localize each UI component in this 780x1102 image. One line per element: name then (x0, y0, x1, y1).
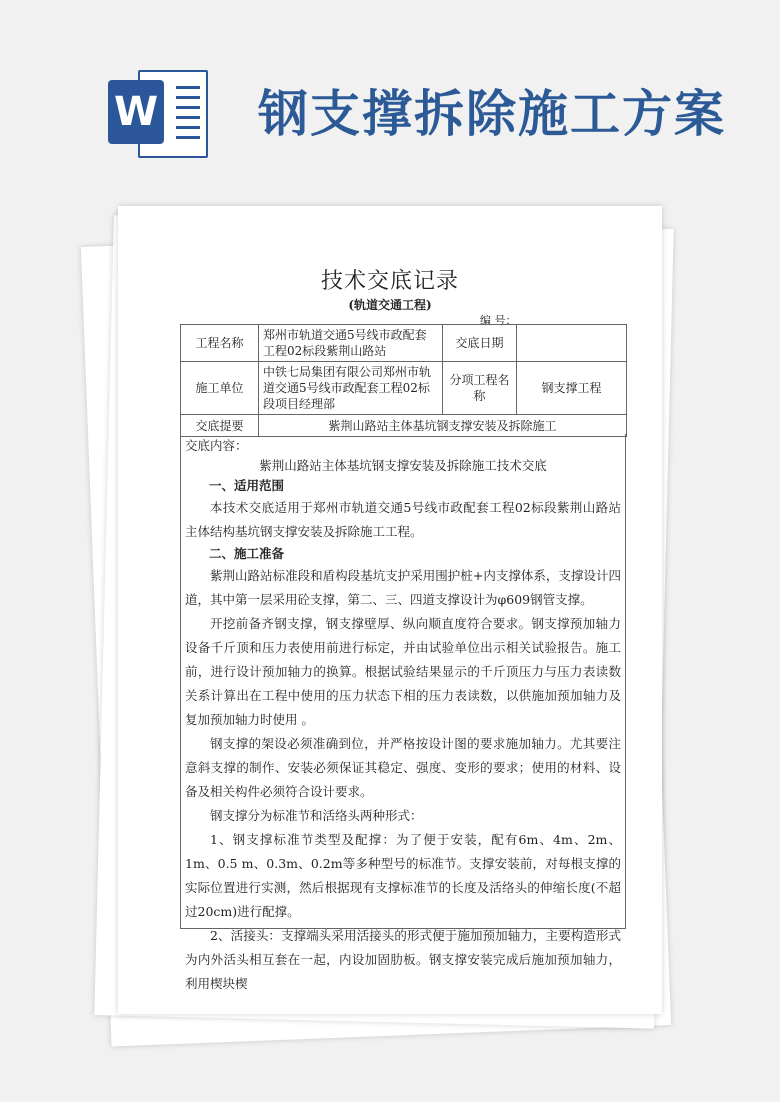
word-icon-line (176, 96, 200, 99)
section-heading: 二、施工准备 (209, 546, 285, 561)
summary-label: 交底提要 (181, 415, 259, 437)
word-icon-line (176, 86, 200, 89)
word-icon-letter: W (108, 80, 164, 144)
word-icon-line (176, 136, 200, 139)
project-name-label: 工程名称 (181, 325, 259, 362)
word-icon-line (176, 116, 200, 119)
date-value (517, 325, 627, 362)
paragraph: 1、钢支撑标准节类型及配撑：为了便于安装，配有6m、4m、2m、1m、0.5 m、0.3m、0.2m等多种型号的标准节。支撑安装前，对每根支撑的实际位置进行实测，然后根据现有支撑标准节的长度及活络头的伸缩长度(不超过20cm)进行配撑。 (185, 832, 621, 919)
paragraph: 开挖前备齐钢支撑，钢支撑壁厚、纵向顺直度符合要求。钢支撑预加轴力设备千斤顶和压力表使用前进行标定，并由试验单位出示相关试验报告。施工前，进行设计预加轴力的换算。根据试验结果显示的千斤顶压力与压力表读数关系计算出在工程中使用的压力状态下相的压力表读数，以供施加预加轴力及复加预加轴力时使用 。 (185, 616, 621, 727)
banner-title: 钢支撑拆除施工方案 (258, 85, 726, 143)
paragraph: 紫荆山路站标准段和盾构段基坑支护采用围护桩+内支撑体系，支撑设计四道，其中第一层采用砼支撑，第二、三、四道支撑设计为φ609钢管支撑。 (185, 568, 621, 607)
word-icon-line (176, 106, 200, 109)
paragraph: 钢支撑的架设必须准确到位，并严格按设计图的要求施加轴力。尤其要注意斜支撑的制作、安装必须保证其稳定、强度、变形的要求；使用的材料、设备及相关构件必须符合设计要求。 (185, 736, 621, 799)
word-icon (108, 66, 208, 158)
document-title: 技术交底记录 (320, 269, 459, 294)
sub-project-value: 钢支撑工程 (517, 362, 627, 415)
document-page (118, 206, 662, 1014)
table-row (181, 362, 627, 415)
document-number-label: 编 号： (480, 314, 517, 327)
table-row (181, 325, 627, 362)
paragraph: 2、活接头：支撑端头采用活接头的形式便于施加预加轴力，主要构造形式为内外活头相互套在一起，内设加固肋板。钢支撑安装完成后施加预加轴力，利用楔块楔 (185, 928, 621, 991)
content-heading: 紫荆山路站主体基坑钢支撑安装及拆除施工技术交底 (259, 458, 547, 473)
info-table (180, 324, 627, 437)
header-banner (0, 0, 780, 200)
unit-label: 施工单位 (181, 362, 259, 415)
paragraph: 钢支撑分为标准节和活络头两种形式： (210, 808, 423, 823)
sub-project-label: 分项工程名称 (443, 362, 517, 415)
paragraph: 本技术交底适用于郑州市轨道交通5号线市政配套工程02标段紫荆山路站主体结构基坑钢支撑安装及拆除施工工程。 (185, 500, 621, 539)
date-label: 交底日期 (443, 325, 517, 362)
section-heading: 一、适用范围 (209, 478, 285, 493)
word-icon-line (176, 126, 200, 129)
document-subtitle: (轨道交通工程) (348, 298, 432, 312)
project-name-value: 郑州市轨道交通5号线市政配套工程02标段紫荆山路站 (259, 325, 443, 362)
content-label: 交底内容： (185, 438, 248, 453)
unit-value: 中铁七局集团有限公司郑州市轨道交通5号线市政配套工程02标段项目经理部 (259, 362, 443, 415)
summary-value: 紫荆山路站主体基坑钢支撑安装及拆除施工 (259, 415, 627, 437)
content-box (180, 434, 626, 991)
